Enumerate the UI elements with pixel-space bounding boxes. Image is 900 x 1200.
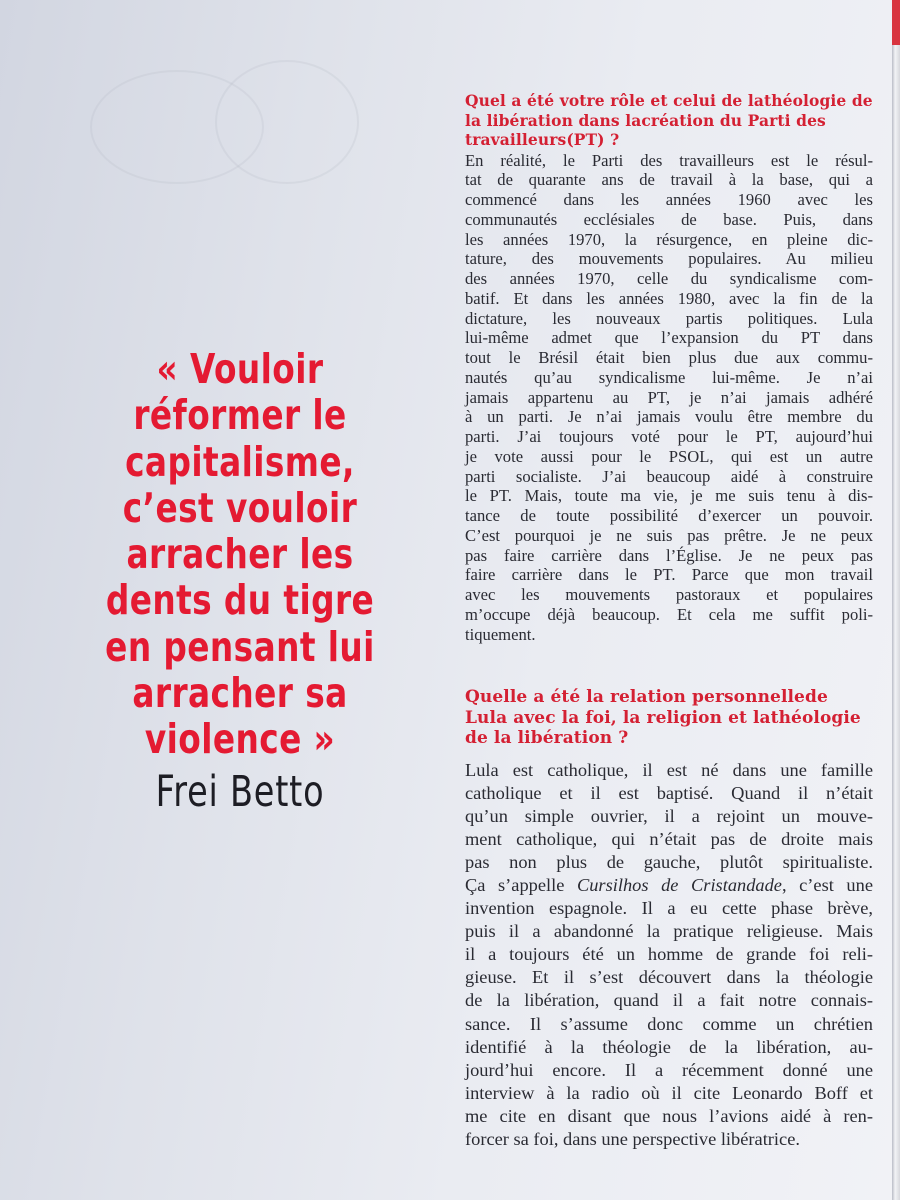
answer-line: jamais appartenu au PT, je n’ai jamais adhéré bbox=[465, 387, 873, 407]
answer-line: les années 1970, la résurgence, en pleine dic- bbox=[465, 229, 873, 249]
answer-line: faire carrière dans le PT. Parce que mon travail bbox=[465, 565, 873, 585]
answer-line: En réalité, le Parti des travailleurs est le résul- bbox=[465, 150, 873, 170]
answer-line: m’occupe déjà beaucoup. Et cela me suffit poli- bbox=[465, 604, 873, 624]
answer-line: parti. J’ai toujours voté pour le PT, aujourd’hui bbox=[465, 427, 873, 446]
answer-line: forcer sa foi, dans une perspective libératrice. bbox=[465, 1129, 800, 1149]
answer-line: gieuse. Et il s’est découvert dans la théologie bbox=[465, 967, 873, 988]
answer-line: tance de toute possibilité d’exercer un pouvoir. bbox=[465, 506, 873, 525]
interview-section-1 bbox=[465, 91, 873, 644]
answer-line: batif. Et dans les années 1980, avec la fin de la bbox=[465, 288, 873, 308]
answer-line: tout le Brésil était bien plus due aux commu- bbox=[465, 348, 873, 367]
movement-name: Cursilhos de Cristandade bbox=[576, 874, 782, 895]
answer-line: communautés ecclésiales de base. Puis, dans bbox=[465, 209, 873, 229]
answer-line: identifié à la théologie de la libération, au- bbox=[465, 1036, 873, 1057]
interview-section-2 bbox=[465, 687, 873, 1151]
question-line: création du Parti des travailleurs bbox=[465, 110, 826, 149]
answer-line: parti socialiste. J’ai beaucoup aidé à construire bbox=[465, 466, 873, 486]
question-line: théologie de la libération ? bbox=[465, 707, 861, 748]
question-line: (PT) ? bbox=[566, 130, 620, 149]
answer-line: lui-même admet que l’expansion du PT dans bbox=[465, 328, 873, 348]
answer-paragraph bbox=[465, 151, 873, 645]
pull-quote-line: c’est vouloir bbox=[122, 483, 358, 532]
answer-line: à un parti. Je n’ai jamais voulu être membre du bbox=[465, 407, 873, 427]
answer-line: catholique et il est baptisé. Quand il n’était bbox=[465, 782, 873, 803]
answer-line: il a toujours été un homme de grande foi reli- bbox=[465, 944, 873, 965]
show-through-shape bbox=[215, 60, 359, 184]
answer-line: pas non plus de gauche, plutôt spiritualiste. bbox=[465, 851, 873, 872]
question-line: Quel a été votre rôle et celui de la bbox=[465, 91, 765, 110]
question-line: de Lula avec la foi, la religion et la bbox=[465, 687, 828, 728]
answer-line: tature, des mouvements populaires. Au milieu bbox=[465, 249, 873, 269]
question-line: Quelle a été la relation personnelle bbox=[465, 687, 805, 707]
pull-quote-line: dents du tigre bbox=[105, 576, 375, 625]
answer-line: nautés qu’au syndicalisme lui-même. Je n’ai bbox=[465, 367, 873, 387]
pull-quote-author: Frei Betto bbox=[155, 766, 325, 817]
pull-quote-line: en pensant lui bbox=[105, 622, 375, 671]
pull-quote-text bbox=[60, 346, 420, 763]
answer-line: Lula est catholique, il est né dans une famille bbox=[465, 759, 873, 780]
pull-quote-line: capitalisme, bbox=[125, 437, 355, 486]
answer-line: dictature, les nouveaux partis politiques. Lula bbox=[465, 308, 873, 328]
answer-line: me cite en disant que nous l’avions aidé à ren- bbox=[465, 1105, 873, 1126]
answer-line: invention espagnole. Il a eu cette phase brève, bbox=[465, 898, 873, 919]
answer-line: le PT. Mais, toute ma vie, je me suis tenu à dis- bbox=[465, 486, 873, 506]
answer-line: jourd’hui encore. Il a récemment donné une bbox=[465, 1059, 873, 1080]
answer-line: commencé dans les années 1960 avec les bbox=[465, 190, 873, 209]
question-heading bbox=[465, 91, 873, 150]
answer-line: tat de quarante ans de travail à la base, qui a bbox=[465, 170, 873, 190]
pull-quote bbox=[60, 346, 420, 817]
answer-line: de la libération, quand il a fait notre connais- bbox=[465, 990, 873, 1011]
answer-line: qu’un simple ouvrier, il a rejoint un mouve- bbox=[465, 805, 873, 826]
answer-line: Ça s’appelle Cursilhos de Cristandade, c’est une bbox=[465, 874, 873, 895]
pull-quote-line: « Vouloir bbox=[156, 345, 324, 393]
answer-line: tiquement. bbox=[465, 624, 536, 644]
page-edge bbox=[892, 0, 900, 1200]
pull-quote-line: arracher les bbox=[126, 530, 354, 579]
pull-quote-line: réformer le bbox=[133, 391, 347, 440]
answer-line: C’est pourquoi je ne suis pas prêtre. Je ne peux bbox=[465, 525, 873, 545]
answer-line: sance. Il s’assume donc comme un chrétien bbox=[465, 1013, 873, 1034]
answer-line: avec les mouvements pastoraux et populaires bbox=[465, 585, 873, 604]
question-heading bbox=[465, 687, 873, 749]
answer-line: pas faire carrière dans l’Église. Je ne peux pas bbox=[465, 545, 873, 565]
pull-quote-line: arracher sa bbox=[132, 669, 348, 718]
question-line: théologie de la libération dans la bbox=[465, 91, 873, 130]
pull-quote-line: violence » bbox=[144, 715, 336, 764]
answer-paragraph bbox=[465, 759, 873, 1152]
answer-line: interview à la radio où il cite Leonardo Boff et bbox=[465, 1082, 873, 1103]
answer-line: ment catholique, qui n’était pas de droite mais bbox=[465, 828, 873, 849]
answer-line: je vote aussi pour le PSOL, qui est un autre bbox=[465, 446, 873, 466]
answer-line: puis il a abandonné la pratique religieuse. Mais bbox=[465, 921, 873, 942]
answer-line: des années 1970, celle du syndicalisme com- bbox=[465, 269, 873, 288]
